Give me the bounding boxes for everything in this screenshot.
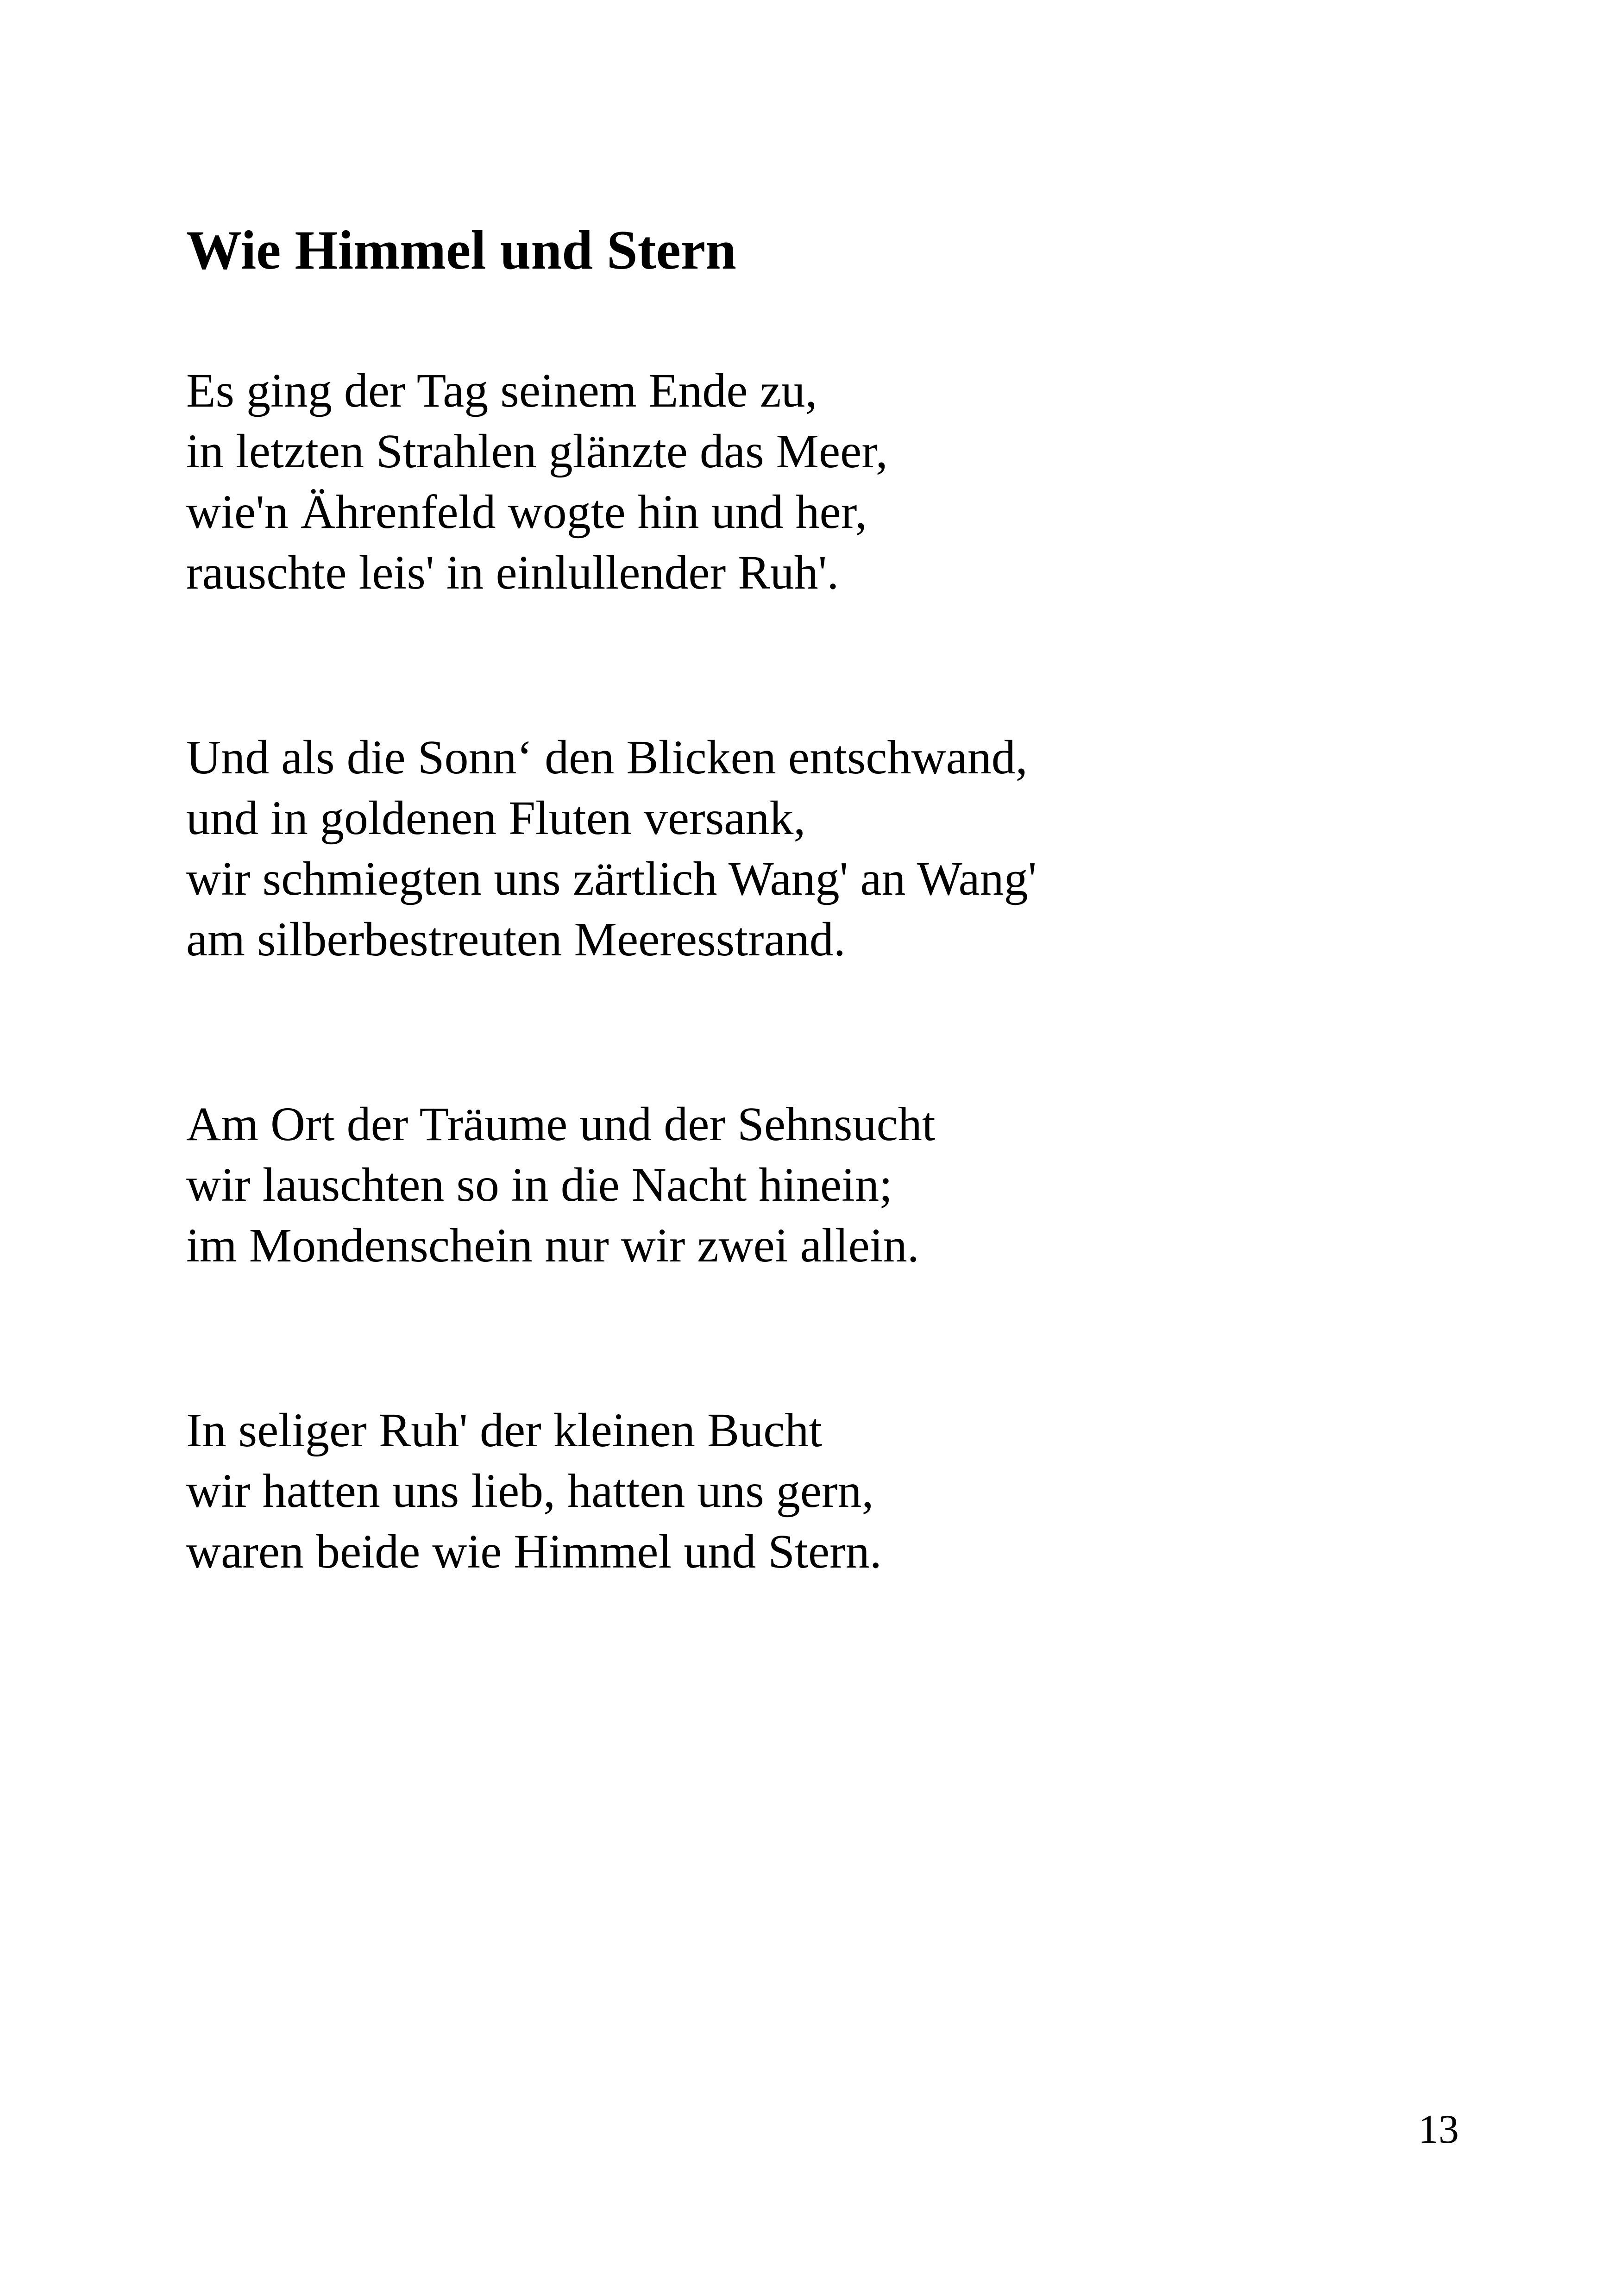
- verse-line: wie'n Ährenfeld wogte hin und her,: [186, 485, 867, 539]
- verse-line: Es ging der Tag seinem Ende zu,: [186, 364, 817, 417]
- verse-line: am silberbestreuten Meeresstrand.: [186, 913, 846, 966]
- verse-line: in letzten Strahlen glänzte das Meer,: [186, 425, 888, 478]
- poem-body: [186, 360, 1529, 1706]
- stanza-3: [186, 1094, 1529, 1276]
- verse-line: In seliger Ruh' der kleinen Bucht: [186, 1404, 823, 1457]
- verse-line: waren beide wie Himmel und Stern.: [186, 1525, 882, 1578]
- verse-line: wir hatten uns lieb, hatten uns gern,: [186, 1464, 874, 1518]
- verse-line: und in goldenen Fluten versank,: [186, 791, 806, 845]
- poem-title: Wie Himmel und Stern: [186, 219, 736, 281]
- verse-line: Am Ort der Träume und der Sehnsucht: [186, 1098, 936, 1151]
- stanza-4: [186, 1400, 1529, 1582]
- page-number: 13: [1418, 2107, 1459, 2152]
- verse-line: im Mondenschein nur wir zwei allein.: [186, 1219, 919, 1272]
- verse-line: wir schmiegten uns zärtlich Wang' an Wang': [186, 852, 1037, 905]
- verse-line: Und als die Sonn‘ den Blicken entschwand,: [186, 731, 1028, 784]
- verse-line: wir lauschten so in die Nacht hinein;: [186, 1158, 892, 1211]
- verse-line: rauschte leis' in einlullender Ruh'.: [186, 546, 839, 599]
- stanza-1: [186, 360, 1529, 603]
- stanza-2: [186, 727, 1529, 970]
